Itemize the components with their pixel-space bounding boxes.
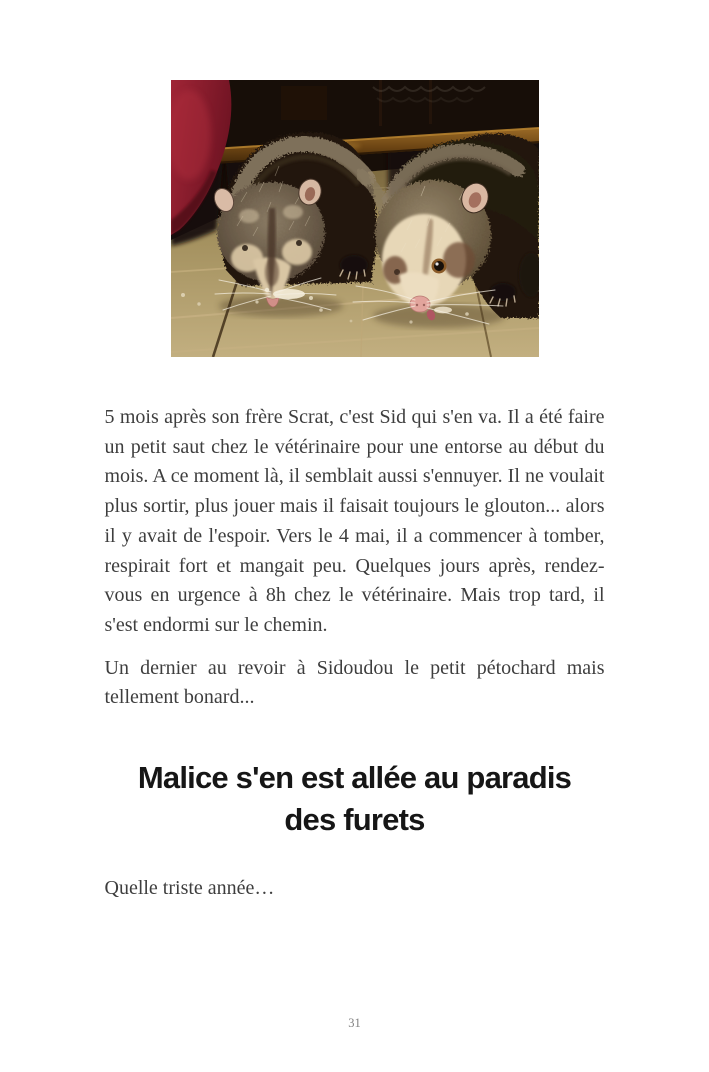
chapter-heading-line-1: Malice s'en est allée au paradis (137, 760, 572, 796)
paragraph-sid: 5 mois après son frère Scrat, c'est Sid qui s'en va. Il a été faire un petit saut chez le vétérinaire pour une entorse au début du mois. A ce moment là, il semblait aussi s'ennuyer. Il ne voulait plus sortir, plus jouer mais il faisait toujours le glouton... alors il y avait de l'espoir. Vers le 4 mai, il a commencer à tomber, respirait fort et mangait peu. Quelques jours après, rendez-vous en urgence à 8h chez le vétérinaire. Mais trop tard, il s'est endormi sur le chemin. (104, 406, 605, 636)
ferrets-photo (171, 80, 539, 357)
chapter-heading (105, 757, 605, 841)
page-number: 31 (348, 1016, 361, 1030)
ferrets-photo-illustration (171, 80, 539, 357)
article-body (105, 403, 605, 904)
chapter-heading-line-2: des furets (284, 802, 425, 838)
closing-line: Quelle triste année… (104, 877, 275, 900)
ebook-page (0, 80, 709, 1072)
paragraph-farewell: Un dernier au revoir à Sidoudou le petit pétochard mais tellement bonard... (104, 656, 605, 709)
